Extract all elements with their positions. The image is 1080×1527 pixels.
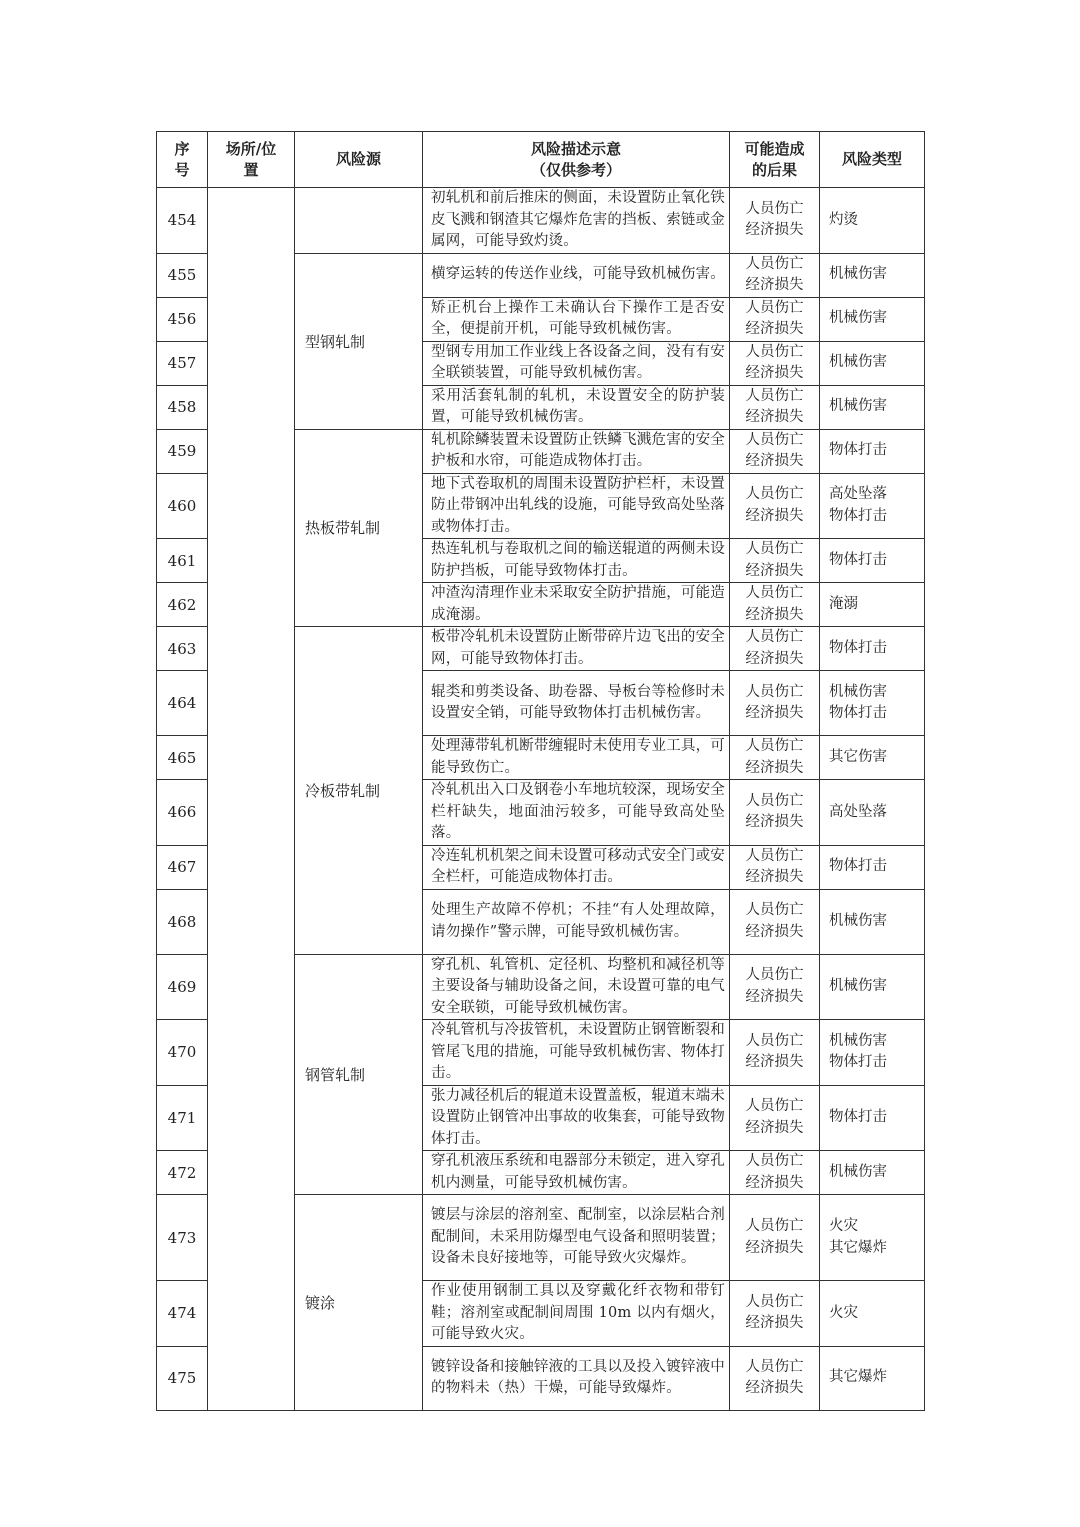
consequence: 人员伤亡 经济损失 xyxy=(730,954,820,1020)
risk-type: 物体打击 xyxy=(820,845,925,889)
table-row xyxy=(157,188,925,254)
row-seq: 473 xyxy=(157,1195,208,1281)
risk-description: 初轧机和前后推床的侧面，未设置防止氧化铁皮飞溅和钢渣其它爆炸危害的挡板、索链或金属网，可能导致灼烫。 xyxy=(423,188,730,254)
risk-type: 机械伤害 xyxy=(820,297,925,341)
risk-description: 冷连轧机机架之间未设置可移动式安全门或安全栏杆，可能造成物体打击。 xyxy=(423,845,730,889)
risk-source xyxy=(295,188,423,254)
risk-type: 高处坠落 物体打击 xyxy=(820,473,925,539)
header-source: 风险源 xyxy=(295,132,423,188)
header-location: 场所/位 置 xyxy=(208,132,295,188)
risk-type: 其它伤害 xyxy=(820,736,925,780)
consequence: 人员伤亡 经济损失 xyxy=(730,845,820,889)
consequence: 人员伤亡 经济损失 xyxy=(730,473,820,539)
risk-type: 物体打击 xyxy=(820,539,925,583)
consequence: 人员伤亡 经济损失 xyxy=(730,780,820,846)
risk-description: 冷轧管机与冷拔管机，未设置防止钢管断裂和管尾飞甩的措施，可能导致机械伤害、物体打击。 xyxy=(423,1020,730,1086)
risk-description: 板带冷轧机未设置防止断带碎片边飞出的安全网，可能导致物体打击。 xyxy=(423,627,730,671)
consequence: 人员伤亡 经济损失 xyxy=(730,1346,820,1410)
risk-type: 火灾 xyxy=(820,1281,925,1347)
risk-description: 型钢专用加工作业线上各设备之间，没有有安全联锁装置，可能导致机械伤害。 xyxy=(423,341,730,385)
consequence: 人员伤亡 经济损失 xyxy=(730,253,820,297)
header-row xyxy=(157,132,925,188)
risk-description: 轧机除鳞装置未设置防止铁鳞飞溅危害的安全护板和水帘，可能造成物体打击。 xyxy=(423,429,730,473)
row-seq: 454 xyxy=(157,188,208,254)
row-seq: 468 xyxy=(157,889,208,954)
risk-type: 物体打击 xyxy=(820,627,925,671)
consequence: 人员伤亡 经济损失 xyxy=(730,385,820,429)
risk-description: 作业使用钢制工具以及穿戴化纤衣物和带钉鞋；溶剂室或配制间周围 10m 以内有烟火，可能导致火灾。 xyxy=(423,1281,730,1347)
consequence: 人员伤亡 经济损失 xyxy=(730,671,820,736)
risk-source: 钢管轧制 xyxy=(295,954,423,1195)
risk-type: 机械伤害 xyxy=(820,1151,925,1195)
risk-type: 机械伤害 xyxy=(820,385,925,429)
row-seq: 469 xyxy=(157,954,208,1020)
row-seq: 464 xyxy=(157,671,208,736)
risk-table xyxy=(156,131,925,1411)
risk-description: 地下式卷取机的周围未设置防护栏杆，未设置防止带钢冲出轧线的设施，可能导致高处坠落或物体打击。 xyxy=(423,473,730,539)
risk-description: 镀锌设备和接触锌液的工具以及投入镀锌液中的物料未（热）干燥，可能导致爆炸。 xyxy=(423,1346,730,1410)
risk-description: 穿孔机液压系统和电器部分未锁定，进入穿孔机内测量，可能导致机械伤害。 xyxy=(423,1151,730,1195)
consequence: 人员伤亡 经济损失 xyxy=(730,429,820,473)
consequence: 人员伤亡 经济损失 xyxy=(730,736,820,780)
row-seq: 455 xyxy=(157,253,208,297)
row-seq: 458 xyxy=(157,385,208,429)
risk-source: 镀涂 xyxy=(295,1195,423,1411)
risk-description: 冷轧机出入口及钢卷小车地坑较深，现场安全栏杆缺失，地面油污较多，可能导致高处坠落。 xyxy=(423,780,730,846)
risk-description: 热连轧机与卷取机之间的输送辊道的两侧未设防护挡板，可能导致物体打击。 xyxy=(423,539,730,583)
risk-source: 冷板带轧制 xyxy=(295,627,423,955)
consequence: 人员伤亡 经济损失 xyxy=(730,188,820,254)
risk-description: 横穿运转的传送作业线，可能导致机械伤害。 xyxy=(423,253,730,297)
row-seq: 463 xyxy=(157,627,208,671)
risk-description: 处理生产故障不停机；不挂“有人处理故障，请勿操作”警示牌，可能导致机械伤害。 xyxy=(423,889,730,954)
risk-type: 机械伤害 xyxy=(820,341,925,385)
consequence: 人员伤亡 经济损失 xyxy=(730,297,820,341)
row-seq: 474 xyxy=(157,1281,208,1347)
row-seq: 456 xyxy=(157,297,208,341)
risk-type: 火灾 其它爆炸 xyxy=(820,1195,925,1281)
header-seq: 序 号 xyxy=(157,132,208,188)
risk-source: 型钢轧制 xyxy=(295,253,423,429)
location-cell xyxy=(208,188,295,1411)
risk-description: 处理薄带轧机断带缠辊时未使用专业工具，可能导致伤亡。 xyxy=(423,736,730,780)
risk-type: 其它爆炸 xyxy=(820,1346,925,1410)
consequence: 人员伤亡 经济损失 xyxy=(730,539,820,583)
risk-type: 淹溺 xyxy=(820,583,925,627)
risk-type: 机械伤害 xyxy=(820,889,925,954)
header-description: 风险描述示意 （仅供参考） xyxy=(423,132,730,188)
row-seq: 462 xyxy=(157,583,208,627)
row-seq: 471 xyxy=(157,1085,208,1151)
header-consequence: 可能造成 的后果 xyxy=(730,132,820,188)
header-type: 风险类型 xyxy=(820,132,925,188)
row-seq: 457 xyxy=(157,341,208,385)
consequence: 人员伤亡 经济损失 xyxy=(730,1281,820,1347)
row-seq: 467 xyxy=(157,845,208,889)
risk-type: 物体打击 xyxy=(820,429,925,473)
row-seq: 459 xyxy=(157,429,208,473)
risk-description: 矫正机台上操作工未确认台下操作工是否安全，便提前开机，可能导致机械伤害。 xyxy=(423,297,730,341)
risk-description: 镀层与涂层的溶剂室、配制室，以涂层粘合剂配制间，未采用防爆型电气设备和照明装置；设备未良好接地等，可能导致火灾爆炸。 xyxy=(423,1195,730,1281)
row-seq: 472 xyxy=(157,1151,208,1195)
consequence: 人员伤亡 经济损失 xyxy=(730,889,820,954)
risk-type: 机械伤害 xyxy=(820,954,925,1020)
row-seq: 465 xyxy=(157,736,208,780)
row-seq: 470 xyxy=(157,1020,208,1086)
consequence: 人员伤亡 经济损失 xyxy=(730,583,820,627)
consequence: 人员伤亡 经济损失 xyxy=(730,1195,820,1281)
row-seq: 466 xyxy=(157,780,208,846)
consequence: 人员伤亡 经济损失 xyxy=(730,341,820,385)
risk-type: 物体打击 xyxy=(820,1085,925,1151)
risk-type: 灼烫 xyxy=(820,188,925,254)
risk-description: 辊类和剪类设备、助卷器、导板台等检修时未设置安全销，可能导致物体打击机械伤害。 xyxy=(423,671,730,736)
risk-description: 采用活套轧制的轧机，未设置安全的防护装置，可能导致机械伤害。 xyxy=(423,385,730,429)
consequence: 人员伤亡 经济损失 xyxy=(730,1085,820,1151)
consequence: 人员伤亡 经济损失 xyxy=(730,1151,820,1195)
risk-type: 机械伤害 xyxy=(820,253,925,297)
risk-type: 高处坠落 xyxy=(820,780,925,846)
row-seq: 460 xyxy=(157,473,208,539)
risk-type: 机械伤害 物体打击 xyxy=(820,671,925,736)
row-seq: 475 xyxy=(157,1346,208,1410)
consequence: 人员伤亡 经济损失 xyxy=(730,627,820,671)
risk-source: 热板带轧制 xyxy=(295,429,423,627)
row-seq: 461 xyxy=(157,539,208,583)
risk-type: 机械伤害 物体打击 xyxy=(820,1020,925,1086)
consequence: 人员伤亡 经济损失 xyxy=(730,1020,820,1086)
risk-description: 穿孔机、轧管机、定径机、均整机和减径机等主要设备与辅助设备之间，未设置可靠的电气安全联锁，可能导致机械伤害。 xyxy=(423,954,730,1020)
risk-description: 冲渣沟清理作业未采取安全防护措施，可能造成淹溺。 xyxy=(423,583,730,627)
risk-description: 张力减径机后的辊道未设置盖板，辊道末端未设置防止钢管冲出事故的收集套，可能导致物体打击。 xyxy=(423,1085,730,1151)
